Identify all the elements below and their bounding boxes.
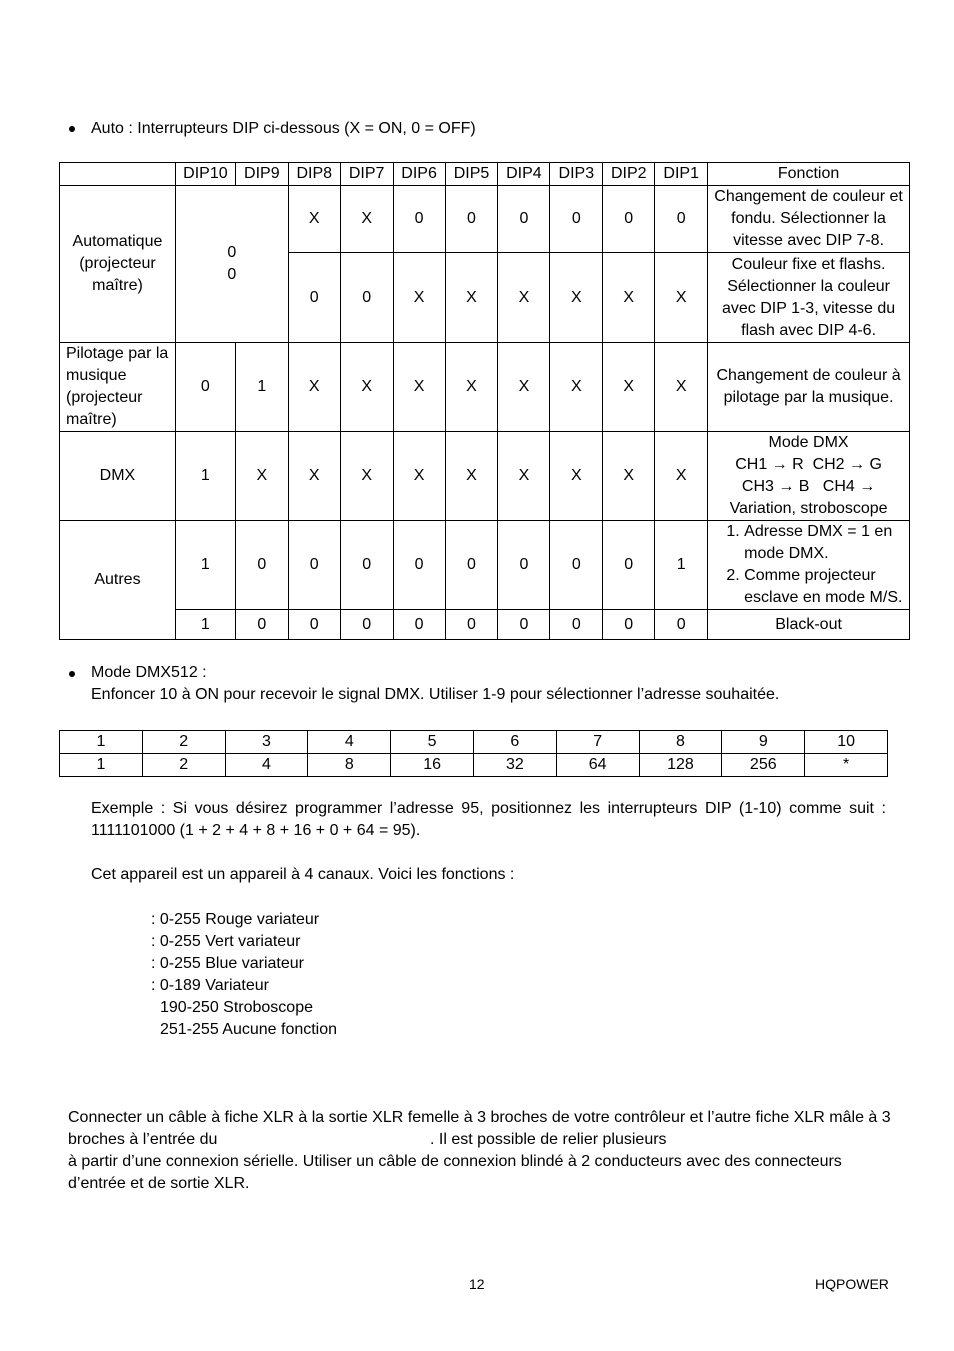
dip-cell: X bbox=[393, 343, 445, 432]
header-cell: DIP9 bbox=[235, 163, 288, 186]
dip-cell: X bbox=[550, 343, 603, 432]
dip-cell: 1 bbox=[175, 432, 235, 521]
dip-cell: 1 bbox=[175, 610, 235, 640]
brand-footer: HQPOWER bbox=[815, 1276, 889, 1292]
bullet-icon bbox=[69, 126, 75, 132]
table-row bbox=[60, 521, 910, 610]
function-cell: Changement de couleur à pilotage par la musique. bbox=[708, 343, 910, 432]
switch-value: 32 bbox=[473, 754, 556, 777]
dip-cell: 0 bbox=[288, 521, 340, 610]
header-cell: DIP4 bbox=[498, 163, 550, 186]
dip-cell: X bbox=[340, 186, 393, 253]
dip-cell: 0 bbox=[445, 186, 498, 253]
dip-cell: X bbox=[603, 343, 655, 432]
connection-line-2b: . Il est possible de relier plusieurs bbox=[430, 1131, 667, 1148]
header-cell: DIP7 bbox=[340, 163, 393, 186]
bullet-icon bbox=[69, 671, 75, 677]
dip-cell: X bbox=[393, 432, 445, 521]
dip-cell: 0 bbox=[498, 610, 550, 640]
table-row bbox=[60, 610, 910, 640]
switch-value: 256 bbox=[722, 754, 805, 777]
dip-cell: X bbox=[550, 432, 603, 521]
dip-cell: X bbox=[655, 432, 708, 521]
mode-label-autres: Autres bbox=[60, 521, 176, 640]
channel-line: 190-250 Stroboscope bbox=[160, 999, 313, 1016]
connection-line-3: à partir d’une connexion sérielle. Utiliser un câble de connexion blindé à 2 conducteurs avec des connecteurs bbox=[68, 1153, 842, 1170]
switch-value: 1 bbox=[60, 754, 143, 777]
dip-cell: X bbox=[603, 253, 655, 343]
dip-cell: X bbox=[340, 432, 393, 521]
connection-line-2a: broches à l’entrée du bbox=[68, 1131, 218, 1148]
page-number: 12 bbox=[469, 1276, 485, 1292]
function-line: Mode DMX bbox=[768, 434, 849, 451]
notes-list bbox=[714, 521, 906, 609]
mode-label-automatique: Automatique (projecteur maître) bbox=[60, 186, 176, 343]
function-line: CH3 → B CH4 → bbox=[741, 478, 876, 495]
dip-cell: X bbox=[655, 343, 708, 432]
dip-cell: X bbox=[288, 432, 340, 521]
table-row bbox=[60, 731, 888, 754]
dip-cell: X bbox=[288, 186, 340, 253]
dip10-dip9-cell bbox=[175, 186, 288, 343]
dip-cell: 0 bbox=[288, 610, 340, 640]
table-header-row bbox=[60, 163, 910, 186]
function-cell-notes bbox=[708, 521, 910, 610]
switch-value: 8 bbox=[308, 754, 391, 777]
dip-switch-table bbox=[59, 162, 910, 640]
header-cell: DIP1 bbox=[655, 163, 708, 186]
example-line-2: 1111101000 (1 + 2 + 4 + 8 + 16 + 0 + 64 = 95). bbox=[91, 822, 421, 839]
dip-cell: X bbox=[445, 253, 498, 343]
dip-cell: 0 bbox=[235, 521, 288, 610]
dip-cell: 0 bbox=[550, 186, 603, 253]
example-line-1: Exemple : Si vous désirez programmer l’adresse 95, positionnez les interrupteurs DIP (1-10) comme suit : bbox=[91, 800, 886, 817]
switch-number: 3 bbox=[225, 731, 308, 754]
dip-cell: 0 bbox=[603, 186, 655, 253]
switch-value: 16 bbox=[391, 754, 474, 777]
function-cell: Changement de couleur et fondu. Sélectionner la vitesse avec DIP 7-8. bbox=[708, 186, 910, 253]
table-row bbox=[60, 432, 910, 521]
dip-cell: X bbox=[340, 343, 393, 432]
switch-value: 4 bbox=[225, 754, 308, 777]
note-item: 2. Comme projecteur esclave en mode M/S. bbox=[744, 565, 906, 609]
dip-cell: 0 bbox=[498, 186, 550, 253]
switch-number: 6 bbox=[473, 731, 556, 754]
dip-cell: X bbox=[235, 432, 288, 521]
dip10-value: 0 bbox=[227, 244, 237, 261]
dip-cell: X bbox=[498, 432, 550, 521]
switch-number: 1 bbox=[60, 731, 143, 754]
dip-cell: 0 bbox=[340, 610, 393, 640]
dip-cell: 0 bbox=[550, 610, 603, 640]
dip-cell: 0 bbox=[445, 610, 498, 640]
dip-cell: 0 bbox=[393, 610, 445, 640]
header-cell: DIP6 bbox=[393, 163, 445, 186]
channel-line: : 0-255 Vert variateur bbox=[151, 933, 301, 950]
dip-cell: X bbox=[445, 432, 498, 521]
dip9-value: 0 bbox=[227, 266, 237, 283]
dip-cell: 1 bbox=[655, 521, 708, 610]
table-row bbox=[60, 343, 910, 432]
table-row bbox=[60, 186, 910, 253]
switch-number: 4 bbox=[308, 731, 391, 754]
dip-cell: 0 bbox=[393, 521, 445, 610]
channel-line: : 0-189 Variateur bbox=[151, 977, 269, 994]
switch-number: 2 bbox=[142, 731, 225, 754]
dip-cell: 0 bbox=[498, 521, 550, 610]
switch-value: 2 bbox=[142, 754, 225, 777]
switch-number: 8 bbox=[639, 731, 722, 754]
dip-cell: X bbox=[550, 253, 603, 343]
mode-label-musique: Pilotage par la musique (projecteur maître) bbox=[60, 343, 176, 432]
dip-cell: 0 bbox=[235, 610, 288, 640]
dip-cell: 0 bbox=[655, 186, 708, 253]
dip-cell: 0 bbox=[340, 253, 393, 343]
channels-intro: Cet appareil est un appareil à 4 canaux. Voici les fonctions : bbox=[91, 866, 515, 883]
auto-heading: Auto : Interrupteurs DIP ci-dessous (X = ON, 0 = OFF) bbox=[91, 120, 476, 137]
dip-cell: 0 bbox=[445, 521, 498, 610]
function-line: Variation, stroboscope bbox=[729, 500, 888, 517]
dmx512-text: Enfoncer 10 à ON pour recevoir le signal DMX. Utiliser 1-9 pour sélectionner l’adresse souhaitée. bbox=[91, 686, 780, 703]
dip-cell: X bbox=[498, 343, 550, 432]
dip-cell: X bbox=[288, 343, 340, 432]
dip-cell: 0 bbox=[603, 521, 655, 610]
switch-value: 64 bbox=[556, 754, 639, 777]
dip-cell: X bbox=[393, 253, 445, 343]
dip-cell: X bbox=[445, 343, 498, 432]
dip-cell: X bbox=[655, 253, 708, 343]
header-cell: DIP2 bbox=[603, 163, 655, 186]
header-cell: DIP3 bbox=[550, 163, 603, 186]
connection-line-1: Connecter un câble à fiche XLR à la sortie XLR femelle à 3 broches de votre contrôleur et l’autre fiche XLR mâle à 3 bbox=[68, 1109, 891, 1126]
dip-cell: 0 bbox=[175, 343, 235, 432]
dip-cell: 0 bbox=[550, 521, 603, 610]
switch-value: 128 bbox=[639, 754, 722, 777]
dmx512-heading: Mode DMX512 : bbox=[91, 664, 207, 681]
function-cell-dmx bbox=[708, 432, 910, 521]
header-cell: DIP5 bbox=[445, 163, 498, 186]
dip-cell: 0 bbox=[655, 610, 708, 640]
switch-number: 5 bbox=[391, 731, 474, 754]
function-cell: Couleur fixe et flashs. Sélectionner la couleur avec DIP 1-3, vitesse du flash avec DIP 4-6. bbox=[708, 253, 910, 343]
dip-cell: X bbox=[603, 432, 655, 521]
function-cell: Black-out bbox=[708, 610, 910, 640]
dip-cell: 0 bbox=[340, 521, 393, 610]
table-row bbox=[60, 754, 888, 777]
header-cell: Fonction bbox=[708, 163, 910, 186]
channel-line: : 0-255 Blue variateur bbox=[151, 955, 304, 972]
header-cell: DIP8 bbox=[288, 163, 340, 186]
function-line: CH1 → R CH2 → G bbox=[735, 456, 882, 473]
channel-line: 251-255 Aucune fonction bbox=[160, 1021, 338, 1038]
switch-number: 10 bbox=[805, 731, 888, 754]
dip-cell: 1 bbox=[175, 521, 235, 610]
switch-number: 9 bbox=[722, 731, 805, 754]
note-item: 1. Adresse DMX = 1 en mode DMX. bbox=[744, 521, 906, 565]
dip-cell: 0 bbox=[603, 610, 655, 640]
header-cell bbox=[60, 163, 176, 186]
dip-cell: 0 bbox=[288, 253, 340, 343]
switch-number: 7 bbox=[556, 731, 639, 754]
header-cell: DIP10 bbox=[175, 163, 235, 186]
address-table bbox=[59, 730, 888, 777]
dip-cell: X bbox=[498, 253, 550, 343]
channel-line: : 0-255 Rouge variateur bbox=[151, 911, 320, 928]
switch-value: * bbox=[805, 754, 888, 777]
dip-cell: 1 bbox=[235, 343, 288, 432]
connection-line-4: d’entrée et de sortie XLR. bbox=[68, 1175, 250, 1192]
dip-cell: 0 bbox=[393, 186, 445, 253]
mode-label-dmx: DMX bbox=[60, 432, 176, 521]
